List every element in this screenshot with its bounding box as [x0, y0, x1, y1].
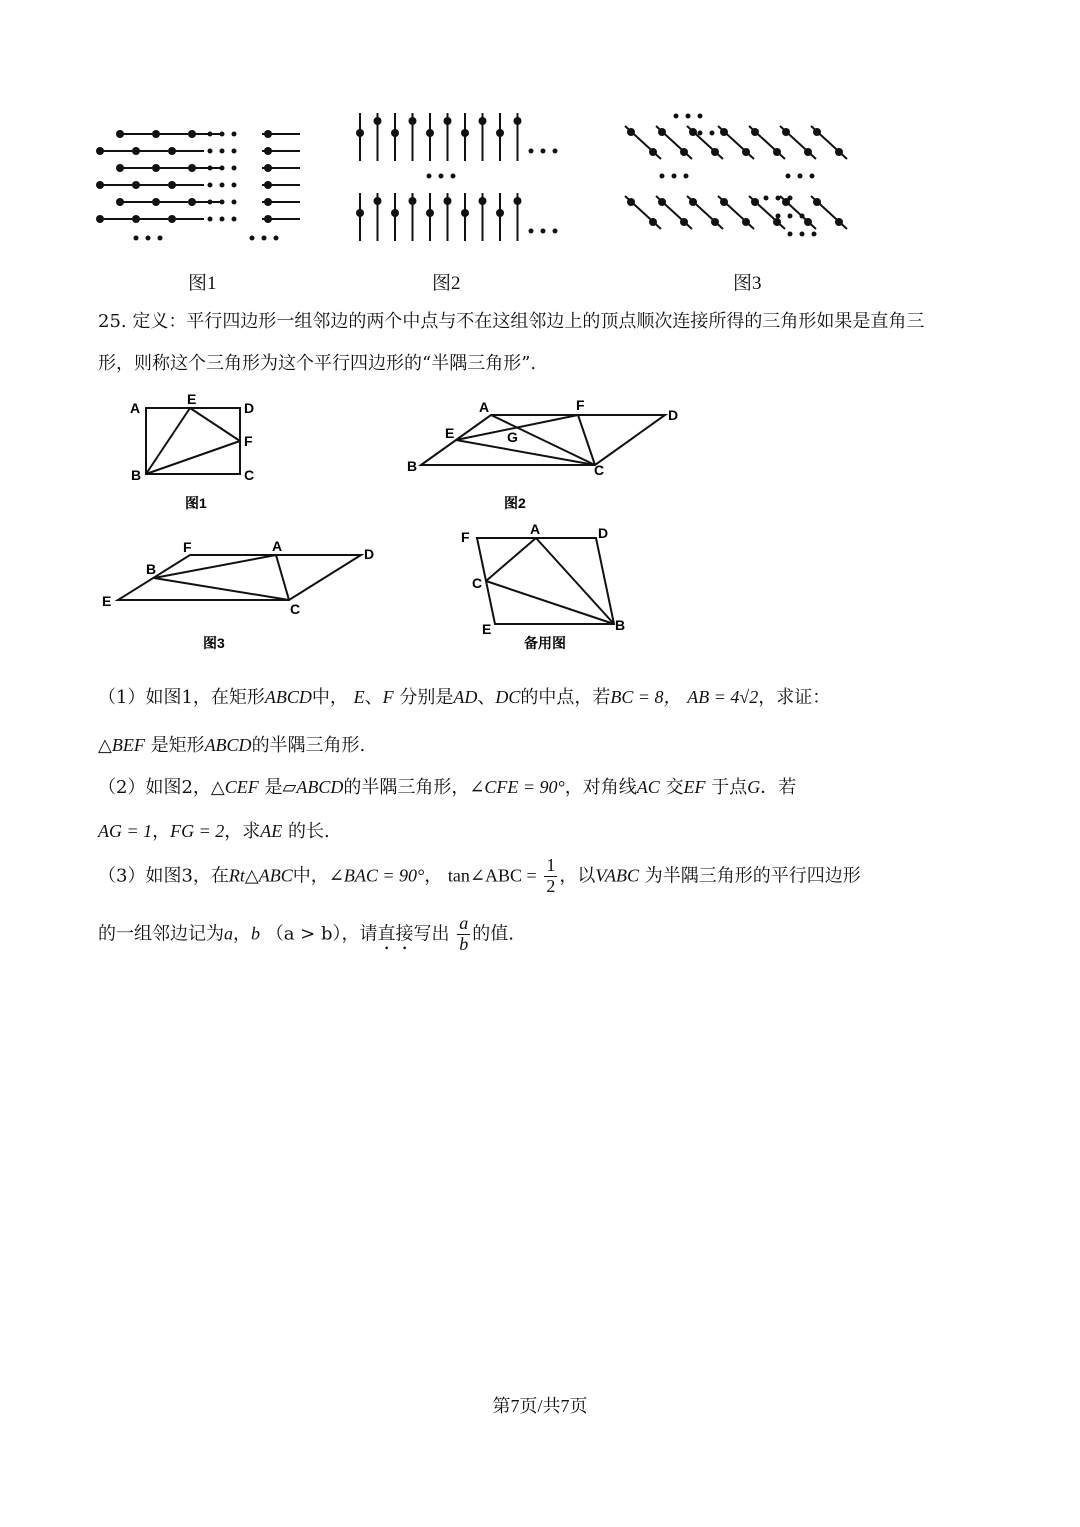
pattern-dot	[804, 218, 812, 226]
pattern-dot	[813, 128, 821, 136]
pattern-dot	[764, 196, 769, 201]
pattern-dot	[660, 174, 665, 179]
pattern-dot	[786, 174, 791, 179]
pattern-dot	[426, 129, 434, 137]
pattern-dot	[649, 218, 657, 226]
pattern-dot	[553, 149, 558, 154]
top-caption-1: 图1	[188, 273, 217, 294]
pattern-dot	[711, 148, 719, 156]
pattern-dot	[686, 114, 691, 119]
fig3-label-a: A	[272, 538, 283, 554]
top-caption-3: 图3	[733, 273, 762, 294]
pattern-dot	[776, 214, 781, 219]
pattern-dot	[658, 198, 666, 206]
pattern-dot	[132, 147, 140, 155]
fig3-label-e: E	[102, 593, 112, 609]
definition-text-1: 定义：平行四边形一组邻边的两个中点与不在这组邻边上的顶点顺次连接所得的三角形如果是直角三	[132, 311, 925, 332]
pattern-dot	[788, 232, 793, 237]
pattern-dot	[220, 132, 225, 137]
tan-fraction: $\frac{1}{2}$	[546, 855, 556, 896]
pattern-dot	[444, 117, 452, 125]
definition-line-1	[98, 310, 924, 333]
pattern-dot	[264, 130, 272, 138]
figure-2-parallelogram	[421, 415, 665, 465]
pattern-dot	[773, 148, 781, 156]
pattern-dot	[627, 128, 635, 136]
pattern-dot	[529, 229, 534, 234]
pattern-dot	[427, 174, 432, 179]
figure-4-backup	[477, 538, 614, 624]
pattern-dot	[782, 128, 790, 136]
fig1-caption: 图1	[185, 495, 207, 511]
pattern-dot	[116, 198, 124, 206]
pattern-dot	[208, 200, 213, 205]
pattern-dot	[812, 232, 817, 237]
pattern-dot	[479, 197, 487, 205]
fig4-label-e: E	[482, 621, 492, 637]
pattern-dot	[208, 166, 213, 171]
pattern-dot	[356, 129, 364, 137]
pattern-figure-2	[356, 113, 558, 241]
pattern-dot	[658, 128, 666, 136]
pattern-dot	[776, 196, 781, 201]
pattern-dot	[208, 132, 213, 137]
pattern-dot	[158, 236, 163, 241]
pattern-dot	[96, 147, 104, 155]
pattern-dot	[680, 148, 688, 156]
pattern-dot	[132, 215, 140, 223]
pattern-dot	[220, 200, 225, 205]
fig2-caption: 图2	[504, 495, 526, 511]
pattern-dot	[188, 198, 196, 206]
pattern-dot	[264, 198, 272, 206]
pattern-dot	[496, 129, 504, 137]
pattern-dot	[720, 198, 728, 206]
pattern-dot	[132, 181, 140, 189]
problem-number: 25.	[98, 311, 127, 332]
fig4-label-c: C	[472, 575, 483, 591]
pattern-dot	[529, 149, 534, 154]
pattern-dot	[680, 218, 688, 226]
part2-line-2: AG = 1，FG = 2，求AE 的长.	[98, 821, 330, 842]
fig2-label-d: D	[668, 407, 679, 423]
fig4-label-f: F	[461, 529, 470, 545]
pattern-dot	[835, 218, 843, 226]
pattern-dot	[689, 198, 697, 206]
pattern-dot	[541, 229, 546, 234]
pattern-dot	[264, 147, 272, 155]
pattern-dot	[188, 164, 196, 172]
pattern-dot	[698, 114, 703, 119]
top-pattern-figures	[0, 0, 1080, 300]
pattern-dot	[672, 174, 677, 179]
fig3-label-d: D	[364, 546, 375, 562]
pattern-dot	[742, 218, 750, 226]
pattern-dot	[800, 214, 805, 219]
pattern-dot	[553, 229, 558, 234]
pattern-dot	[541, 149, 546, 154]
fig4-label-a: A	[530, 521, 541, 537]
fig2-label-a: A	[479, 399, 490, 415]
pattern-dot	[451, 174, 456, 179]
pattern-dot	[391, 209, 399, 217]
pattern-dot	[374, 117, 382, 125]
pattern-dot	[684, 174, 689, 179]
fig3-caption: 图3	[203, 635, 225, 651]
definition-line-2: 形，则称这个三角形为这个平行四边形的“半隅三角形”.	[98, 353, 537, 374]
pattern-dot	[264, 181, 272, 189]
pattern-dot	[208, 149, 213, 154]
pattern-dot	[152, 164, 160, 172]
top-caption-2: 图2	[432, 273, 461, 294]
pattern-dot	[461, 129, 469, 137]
pattern-dot	[439, 174, 444, 179]
pattern-dot	[232, 149, 237, 154]
fig4-caption: 备用图	[524, 635, 566, 651]
a-over-b-fraction: $\frac{a}{b}$	[459, 913, 469, 954]
pattern-dot	[461, 209, 469, 217]
pattern-dot	[810, 174, 815, 179]
pattern-dot	[514, 117, 522, 125]
fig1-label-a: A	[130, 400, 141, 416]
pattern-dot	[391, 129, 399, 137]
fig3-label-b: B	[146, 561, 157, 577]
pattern-dot	[711, 218, 719, 226]
pattern-dot	[152, 198, 160, 206]
part1-line-1: （1）如图1，在矩形ABCD中， E、F 分别是AD、DC的中点，若BC = 8， AB = 4√2，求证：	[98, 687, 831, 708]
pattern-dot	[356, 209, 364, 217]
pattern-dot	[835, 148, 843, 156]
fig1-label-e: E	[187, 391, 197, 407]
pattern-dot	[250, 236, 255, 241]
pattern-dot	[409, 117, 417, 125]
geometry-figures	[0, 390, 1080, 670]
pattern-figure-3	[625, 114, 847, 237]
fig2-label-f: F	[576, 397, 585, 413]
pattern-dot	[188, 130, 196, 138]
pattern-dot	[232, 166, 237, 171]
pattern-dot	[804, 148, 812, 156]
pattern-dot	[168, 181, 176, 189]
fig2-label-b: B	[407, 458, 418, 474]
pattern-dot	[264, 164, 272, 172]
pattern-dot	[116, 164, 124, 172]
pattern-dot	[232, 217, 237, 222]
pattern-dot	[134, 236, 139, 241]
pattern-dot	[168, 147, 176, 155]
pattern-dot	[220, 217, 225, 222]
pattern-dot	[788, 214, 793, 219]
pattern-dot	[220, 149, 225, 154]
pattern-dot	[674, 114, 679, 119]
pattern-dot	[220, 183, 225, 188]
pattern-dot	[262, 236, 267, 241]
pattern-dot	[168, 215, 176, 223]
fig1-label-b: B	[131, 467, 142, 483]
page-footer: 第7页/共7页	[492, 1396, 588, 1416]
pattern-dot	[751, 128, 759, 136]
pattern-dot	[220, 166, 225, 171]
pattern-dot	[116, 130, 124, 138]
pattern-dot	[274, 236, 279, 241]
fig4-label-b: B	[615, 617, 626, 633]
part3-line-1: （3）如图3，在Rt△ABC中，∠BAC = 90°， tan∠ABC = $\frac{1}{2}$ ，以VABC 为半隅三角形的平行四边形	[98, 855, 861, 896]
pattern-dot	[800, 232, 805, 237]
pattern-dot	[374, 197, 382, 205]
pattern-dot	[232, 132, 237, 137]
fig2-label-g: G	[507, 429, 518, 445]
pattern-dot	[232, 183, 237, 188]
pattern-dot	[649, 148, 657, 156]
pattern-dot	[722, 131, 727, 136]
pattern-dot	[208, 183, 213, 188]
fig4-label-d: D	[598, 525, 609, 541]
fig1-label-f: F	[244, 433, 253, 449]
pattern-dot	[514, 197, 522, 205]
pattern-dot	[208, 217, 213, 222]
part1-line-2: △BEF 是矩形ABCD的半隅三角形.	[98, 735, 366, 756]
fig3-label-f: F	[183, 539, 192, 555]
pattern-dot	[409, 197, 417, 205]
pattern-dot	[798, 174, 803, 179]
pattern-dot	[264, 215, 272, 223]
pattern-dot	[710, 131, 715, 136]
pattern-dot	[479, 117, 487, 125]
pattern-dot	[96, 181, 104, 189]
fig1-label-c: C	[244, 467, 255, 483]
pattern-dot	[444, 197, 452, 205]
fig3-label-c: C	[290, 601, 301, 617]
pattern-dot	[698, 131, 703, 136]
pattern-dot	[496, 209, 504, 217]
fig2-label-c: C	[594, 462, 605, 478]
pattern-dot	[152, 130, 160, 138]
pattern-dot	[426, 209, 434, 217]
pattern-dot	[773, 218, 781, 226]
pattern-dot	[689, 128, 697, 136]
part3-line-2: 的一组邻边记为a，b （a > b），请直接写出 $\frac{a}{b}$ 的值.	[98, 913, 514, 954]
pattern-dot	[813, 198, 821, 206]
pattern-dot	[742, 148, 750, 156]
pattern-dot	[627, 198, 635, 206]
fig1-label-d: D	[244, 400, 255, 416]
fig2-label-e: E	[445, 425, 455, 441]
pattern-dot	[751, 198, 759, 206]
figure-1-rectangle	[146, 408, 240, 474]
pattern-dot	[146, 236, 151, 241]
pattern-dot	[232, 200, 237, 205]
pattern-dot	[96, 215, 104, 223]
part2-line-1: （2）如图2，△CEF 是▱ABCD的半隅三角形，∠CFE = 90°，对角线AC 交EF 于点G．若	[98, 777, 797, 798]
pattern-figure-1	[96, 130, 300, 241]
pattern-dot	[788, 196, 793, 201]
